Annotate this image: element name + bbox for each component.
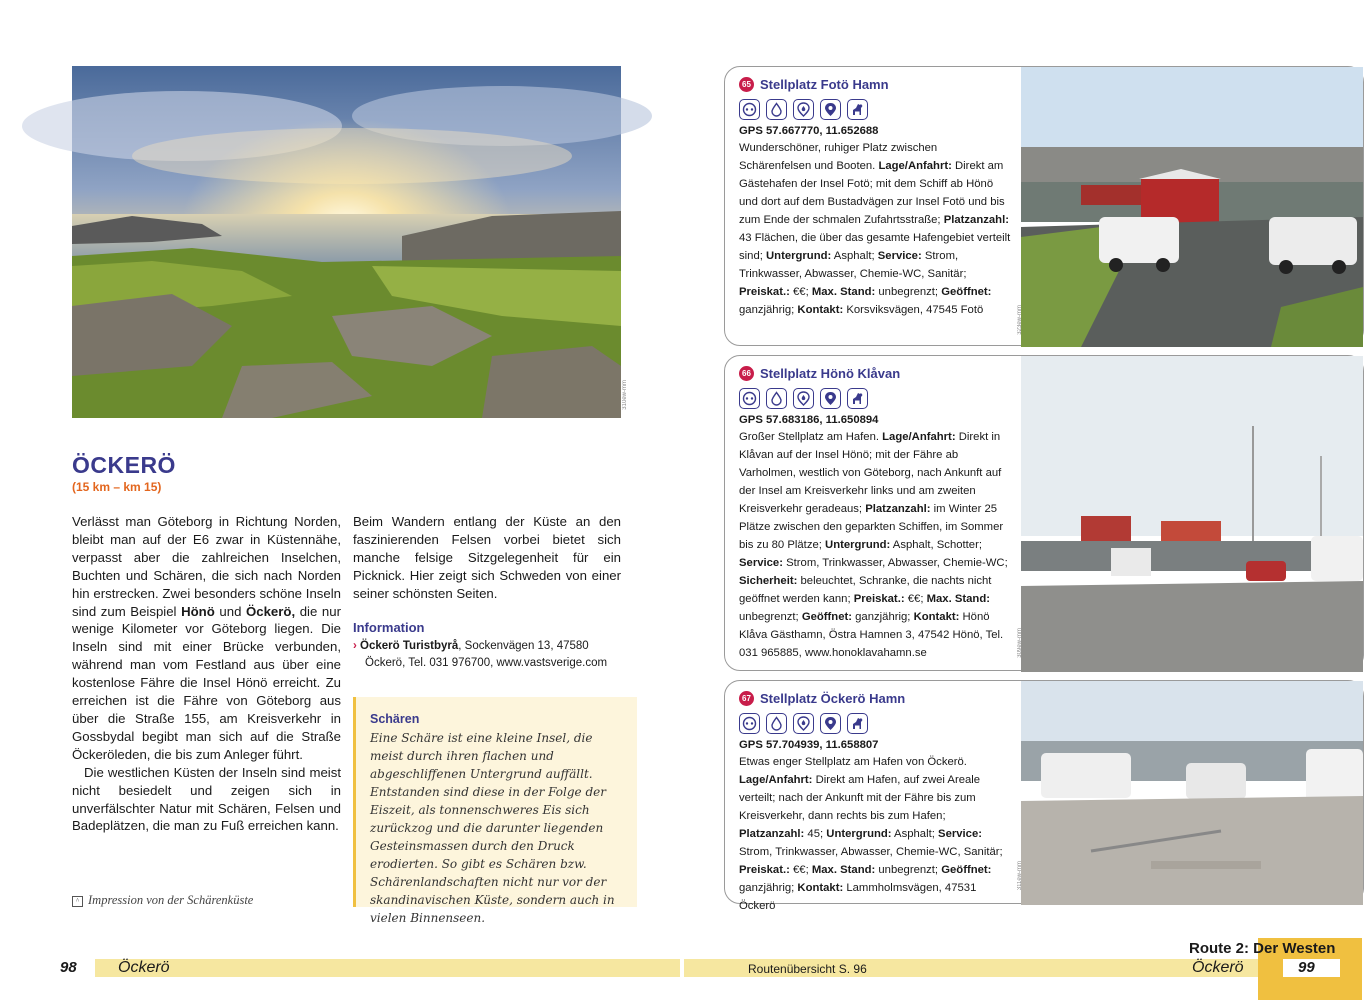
location-pin-icon — [820, 99, 841, 120]
amenity-icons — [739, 713, 1011, 734]
photo-credit: 310ew-mm — [622, 380, 628, 410]
harbour-ockero-photo — [1021, 681, 1363, 903]
info-box-skerries — [353, 697, 637, 925]
field-label: Preiskat.: — [739, 286, 790, 298]
harbour-hono-photo — [1021, 356, 1363, 670]
paragraph-3: Beim Wandern entlang der Küste an den faszinierenden Felsen vorbei bietet sich manche felsige Sitzgelegenheit für ein Picknick. Hier zeigt sich Schweden von einer seiner schönsten Seiten. — [353, 514, 621, 601]
campsite-card-1 — [724, 66, 1364, 346]
camera-caption-icon: ^ — [72, 896, 83, 907]
info-detail: , Sockenvägen 13, 47580 Öckerö, Tel. 031 976700, www.vastsverige.com — [365, 640, 608, 670]
site-title: Stellplatz Hönö Klåvan — [760, 366, 901, 381]
amenity-icons — [739, 388, 1011, 409]
field-text: Strom, Trinkwasser, Abwasser, Chemie-WC, Sanitär; — [739, 846, 1003, 858]
footer-label-left: Öckerö — [118, 959, 170, 976]
site-description — [739, 753, 1011, 915]
field-text: Asphalt; — [831, 250, 878, 262]
field-text: Direkt am Hafen, auf zwei Areale verteilt; nach der Ankunft mit der Fähre bis zum Kreisverkehr, dann rechts bis zum Hafen; — [739, 774, 981, 822]
field-label: Kontakt: — [797, 882, 844, 894]
footer-route: Route 2: Der Westen — [1189, 940, 1336, 957]
footer-page-box-left — [0, 959, 95, 977]
text-column-1 — [72, 513, 341, 835]
footer-bar-left — [0, 959, 680, 977]
site-description — [739, 428, 1011, 662]
site-number-badge: 67 — [739, 691, 754, 706]
field-text: €€; — [789, 286, 812, 298]
box-heading: Schären — [370, 712, 420, 726]
field-label: Service: — [938, 828, 982, 840]
chevron-right-icon: › — [353, 640, 357, 653]
skerry-coast-photo — [72, 66, 621, 418]
site-title: Stellplatz Fotö Hamn — [760, 77, 889, 92]
field-text: unbegrenzt; — [875, 286, 942, 298]
field-text: beleuchtet, Schranke, die nachts nicht geöffnet werden kann; — [739, 575, 992, 605]
field-text: €€; — [789, 864, 812, 876]
field-text: ganzjährig; — [852, 611, 914, 623]
field-label: Preiskat.: — [853, 593, 905, 605]
campsite-card-2 — [724, 355, 1364, 671]
field-text: Direkt am Gästehafen der Insel Fotö; mit dem Schiff ab Hönö und dort auf dem Bustadvägen zur Insel Fotö und bis zum Ende der schmalen Zufahrtsstraße; — [739, 160, 1005, 226]
photo-credit: 323ew-mm — [1017, 305, 1023, 335]
field-text: Großer Stellplatz am Hafen. — [739, 431, 883, 443]
field-label: Untergrund: — [826, 828, 892, 840]
field-label: Platzanzahl: — [943, 214, 1009, 226]
water-drop-icon — [766, 99, 787, 120]
field-text: unbegrenzt; — [739, 611, 802, 623]
dog-icon — [847, 388, 868, 409]
info-text — [353, 638, 621, 672]
water-drop-icon — [766, 388, 787, 409]
field-text: Asphalt, Schotter; — [890, 539, 982, 551]
field-text: im Winter 25 Plätze zwischen den geparkten Schiffen, im Sommer bis zu 80 Plätze; — [739, 503, 1004, 551]
field-text: 43 Flächen, die über das gesamte Hafengebiet verteilt sind; — [739, 232, 1011, 262]
gps-coordinates: GPS 57.704939, 11.658807 — [739, 739, 879, 751]
dog-icon — [847, 99, 868, 120]
field-label: Kontakt: — [913, 611, 960, 623]
field-text: Strom, Trinkwasser, Abwasser, Chemie-WC; — [782, 557, 1008, 569]
text-column-2 — [353, 513, 621, 672]
amenity-icons — [739, 99, 1011, 120]
location-pin-icon — [820, 713, 841, 734]
paragraph-1-and: und — [214, 603, 246, 619]
bold-ockero: Öckerö, — [246, 603, 296, 619]
page-title: ÖCKERÖ — [72, 452, 176, 478]
page-number-right: 99 — [1298, 959, 1315, 976]
water-drop-icon — [766, 713, 787, 734]
field-text: Asphalt; — [891, 828, 939, 840]
harbour-fotoe-photo — [1021, 67, 1363, 345]
field-text: ganzjährig; — [739, 882, 798, 894]
field-text: Korsviksvägen, 47545 Fotö — [843, 304, 984, 316]
gps-coordinates: GPS 57.667770, 11.652688 — [739, 125, 879, 137]
field-label: Geöffnet: — [801, 611, 853, 623]
field-label: Lage/Anfahrt: — [739, 774, 813, 786]
site-title: Stellplatz Öckerö Hamn — [760, 691, 906, 706]
field-text: ganzjährig; — [739, 304, 798, 316]
field-label: Platzanzahl: — [739, 828, 805, 840]
field-text: 45; — [804, 828, 827, 840]
paragraph-1-a: Verlässt man Göteborg in Richtung Norden, bleibt man auf der E6 zwar in Küstennähe, verpasst aber die zahlreichen Inselchen, Buchten und Schären, die sich nach Norden hin erstrecken. Zwei besonders schöne Inseln sind zum Beispiel — [72, 514, 341, 619]
field-text: Etwas enger Stellplatz am Hafen von Öckerö. — [739, 756, 967, 768]
footer-center-link[interactable]: Routenübersicht S. 96 — [748, 962, 867, 976]
field-label: Geöffnet: — [941, 286, 992, 298]
photo-credit: 311ew-mm — [1017, 861, 1023, 891]
field-text: Hönö Klåva Gästhamn, Östra Hamnen 3, 47542 Hönö, Tel. 031 965885, www.honoklavahamn.se — [739, 611, 1004, 659]
dump-station-icon — [793, 713, 814, 734]
box-text: Eine Schäre ist eine kleine Insel, die meist durch ihren flachen und abgeschliffenen Untergrund auffällt. Entstanden sind diese in der Folge der Eiszeit, als tonnenschweres Eis sich zurückzog und die darunter liegenden Gesteinsmassen durch den Druck erodierten. So gibt es Schären bzw. Schärenlandschaften nicht nur vor der skandinavischen Küste, sondern auch in vielen Binnenseen. — [370, 731, 615, 925]
bold-hono: Hönö — [181, 603, 215, 619]
dump-station-icon — [793, 388, 814, 409]
field-text: Direkt in Klåvan auf der Insel Hönö; mit der Fähre ab Varholmen, westlich von Göteborg, nach Ankunft auf der Insel am Kreisverkehr links und am zweiten Kreisverkehr geradeaus; — [739, 431, 1002, 515]
power-socket-icon — [739, 99, 760, 120]
power-socket-icon — [739, 388, 760, 409]
field-label: Untergrund: — [766, 250, 832, 262]
campsite-card-3 — [724, 680, 1364, 912]
field-label: Preiskat.: — [739, 864, 790, 876]
dog-icon — [847, 713, 868, 734]
photo-caption — [72, 893, 253, 908]
page-number-left: 98 — [60, 959, 77, 976]
field-label: Max. Stand: — [811, 864, 876, 876]
field-text: €€; — [904, 593, 927, 605]
info-heading: Information — [353, 619, 425, 635]
field-text: Wunderschöner, ruhiger Platz zwischen Schärenfelsen und Booten. — [739, 142, 938, 172]
field-label: Platzanzahl: — [865, 503, 931, 515]
field-label: Service: — [739, 557, 783, 569]
field-label: Lage/Anfahrt: — [882, 431, 956, 443]
field-label: Service: — [877, 250, 922, 262]
field-label: Lage/Anfahrt: — [878, 160, 952, 172]
power-socket-icon — [739, 713, 760, 734]
field-label: Untergrund: — [825, 539, 891, 551]
site-number-badge: 65 — [739, 77, 754, 92]
field-label: Max. Stand: — [811, 286, 876, 298]
photo-credit: 309ew-mm — [1017, 628, 1023, 658]
site-description — [739, 139, 1011, 319]
info-name: Öckerö Turistbyrå — [360, 640, 459, 653]
location-pin-icon — [820, 388, 841, 409]
field-label: Kontakt: — [797, 304, 844, 316]
field-label: Max. Stand: — [926, 593, 990, 605]
field-label: Sicherheit: — [739, 575, 798, 587]
field-label: Geöffnet: — [941, 864, 992, 876]
field-text: unbegrenzt; — [875, 864, 942, 876]
paragraph-2: Die westlichen Küsten der Inseln sind meist nicht besiedelt und zeigen sich in unverfälschter Natur mit Schären, Felsen und Badeplätzen, die man zu Fuß erreichen kann. — [72, 764, 341, 834]
site-number-badge: 66 — [739, 366, 754, 381]
gps-coordinates: GPS 57.683186, 11.650894 — [739, 414, 879, 426]
footer-label-right: Öckerö — [1192, 959, 1244, 976]
field-text: Strom, Trinkwasser, Abwasser, Chemie-WC, Sanitär; — [739, 250, 967, 280]
field-text: Lammholmsvägen, 47531 Öckerö — [739, 882, 977, 912]
paragraph-1-c: die nur wenige Kilometer vor Göteborg liegen. Die Inseln sind mit einer Brücke verbunden, während man vom Festland aus über eine kostenlose Fähre die Insel Hönö erreicht. Zu erreichen ist die Fähre von Göteborg aus über die Straße 155, am Kreisverkehr in Gossbydal begibt man sich auf die Straße Öckeröleden, die bis zum Anleger führt. — [72, 603, 341, 762]
caption-text: Impression von der Schärenküste — [88, 893, 254, 907]
dump-station-icon — [793, 99, 814, 120]
page-subtitle: (15 km – km 15) — [72, 480, 162, 494]
